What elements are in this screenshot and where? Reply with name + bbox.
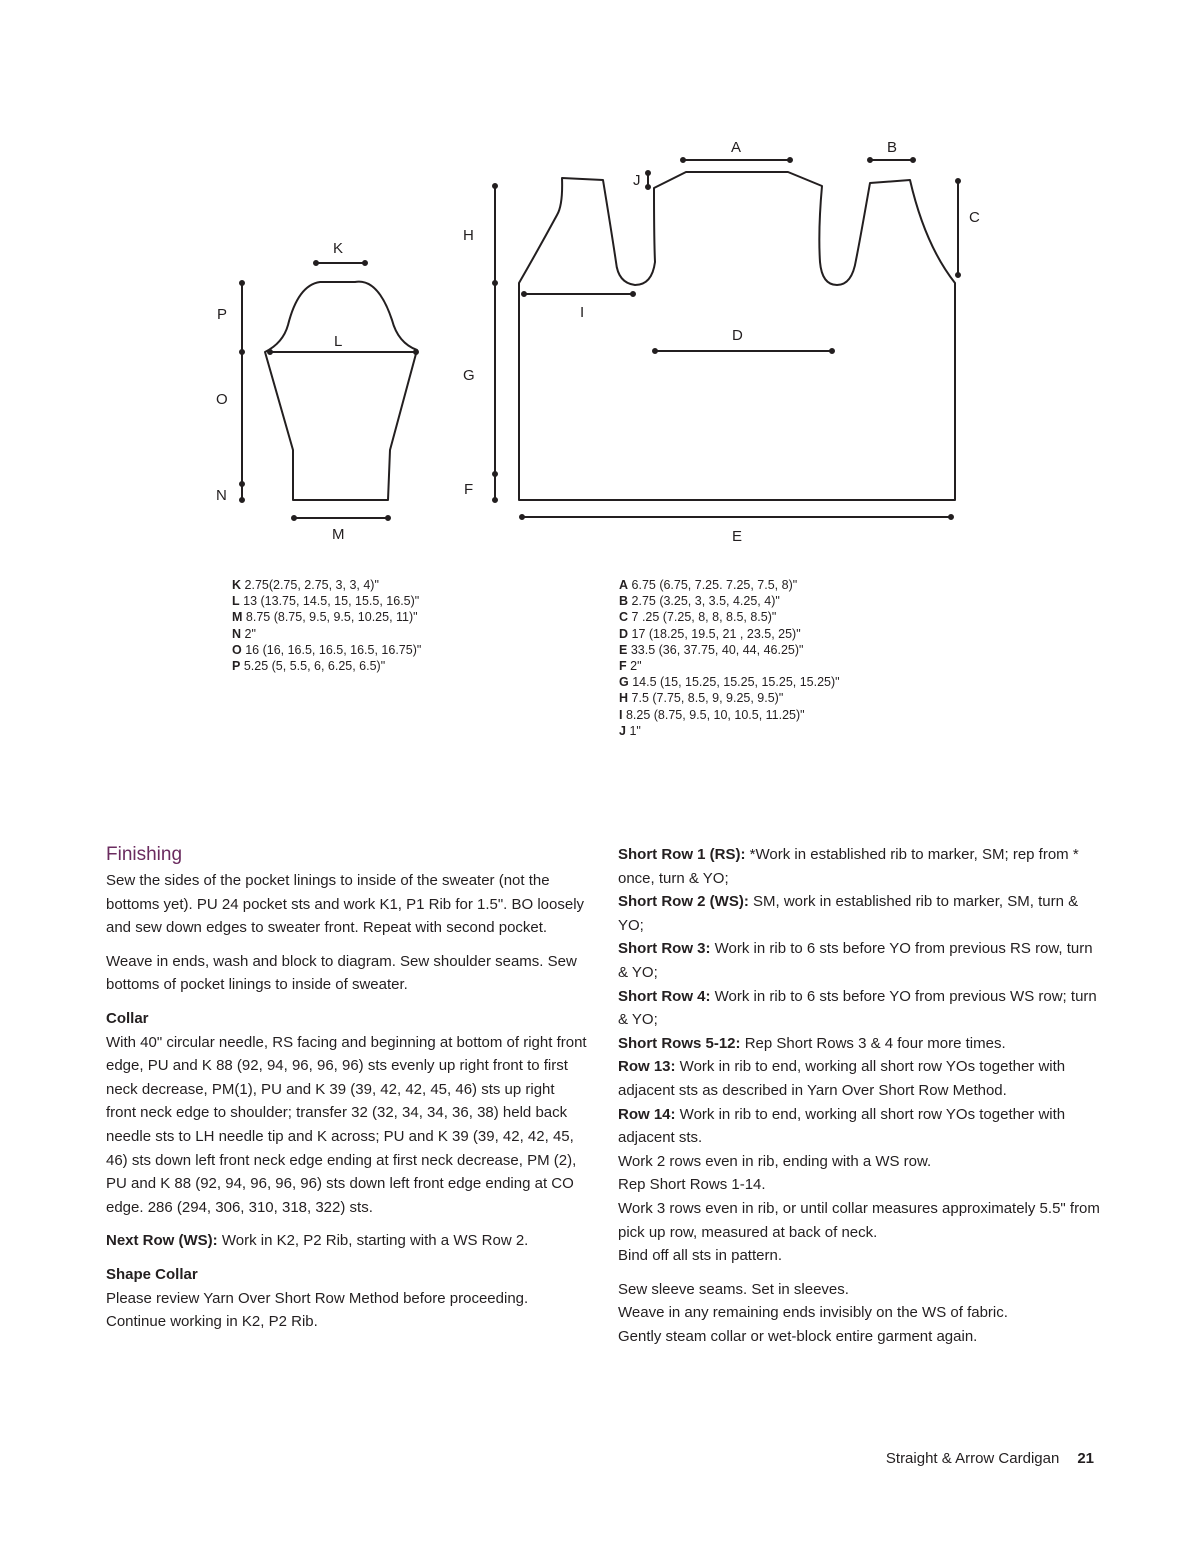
label-i: I bbox=[580, 304, 585, 321]
final-line: Sew sleeve seams. Set in sleeves. bbox=[618, 1280, 849, 1298]
shape-collar-paragraph: Please review Yarn Over Short Row Method before proceeding. Continue working in K2, P2 Rib. bbox=[106, 1289, 529, 1331]
finishing-paragraph: Weave in ends, wash and block to diagram. Sew shoulder seams. Sew bottoms of pocket linings to inside of sweater. bbox=[106, 952, 577, 994]
label-n: N bbox=[216, 487, 227, 504]
measurement-row: G 14.5 (15, 15.25, 15.25, 15.25, 15.25)" bbox=[619, 675, 840, 690]
measurement-row: H 7.5 (7.75, 8.5, 9, 9.25, 9.5)" bbox=[619, 691, 784, 706]
left-column bbox=[106, 843, 588, 1344]
label-d: D bbox=[732, 327, 743, 344]
page-number: 21 bbox=[1077, 1450, 1094, 1467]
next-row-paragraph: Next Row (WS): Work in K2, P2 Rib, starting with a WS Row 2. bbox=[106, 1232, 529, 1250]
measurement-row: L 13 (13.75, 14.5, 15, 15.5, 16.5)" bbox=[232, 594, 420, 609]
sleeve-measurements bbox=[232, 577, 421, 674]
label-p: P bbox=[217, 306, 228, 323]
instruction-row: Short Row 2 (WS): SM, work in established rib to marker, SM, turn & YO; bbox=[618, 893, 1079, 934]
label-l: L bbox=[334, 333, 343, 350]
footer-title: Straight & Arrow Cardigan bbox=[885, 1450, 1060, 1467]
instruction-row: Short Row 1 (RS): *Work in established rib to marker, SM; rep from * once, turn & YO; bbox=[618, 846, 1079, 887]
measurement-row: A 6.75 (6.75, 7.25. 7.25, 7.5, 8)" bbox=[619, 578, 798, 592]
measurement-row: I 8.25 (8.75, 9.5, 10, 10.5, 11.25)" bbox=[619, 707, 805, 722]
collar-heading: Collar bbox=[106, 1009, 149, 1027]
label-h: H bbox=[463, 227, 474, 244]
instruction-row: Row 13: Work in rib to end, working all short row YOs together with adjacent sts as described in Yarn Over Short Row Method. bbox=[618, 1058, 1066, 1099]
label-c: C bbox=[969, 209, 980, 226]
label-k: K bbox=[333, 240, 344, 257]
label-j: J bbox=[633, 172, 641, 189]
measurement-row: O 16 (16, 16.5, 16.5, 16.5, 16.75)" bbox=[232, 642, 422, 657]
measurement-row: E 33.5 (36, 37.75, 40, 44, 46.25)" bbox=[619, 642, 804, 657]
finishing-heading: Finishing bbox=[106, 844, 183, 865]
label-o: O bbox=[216, 391, 228, 408]
label-f: F bbox=[464, 481, 474, 498]
measurement-row: M 8.75 (8.75, 9.5, 9.5, 10.25, 11)" bbox=[232, 610, 418, 625]
finishing-paragraph: Sew the sides of the pocket linings to inside of the sweater (not the bottoms yet). PU 24 pocket sts and work K1, P1 Rib for 1.5". BO loosely and sew down edges to sweater front. Repeat with second pocket. bbox=[106, 872, 585, 937]
measurement-row: J 1" bbox=[619, 723, 641, 738]
instruction-row: Row 14: Work in rib to end, working all short row YOs together with adjacent sts. bbox=[618, 1105, 1066, 1147]
label-a: A bbox=[731, 139, 742, 156]
right-column bbox=[618, 843, 1100, 1348]
measurement-row: N 2" bbox=[232, 626, 256, 641]
collar-paragraph: With 40" circular needle, RS facing and beginning at bottom of right front edge, PU and K 88 (92, 94, 96, 96, 96) sts evenly up right front to first neck decrease, PM(1), PU and K 39 (39, 42, 42, 45, 46) sts up right front neck edge to shoulder; transfer 32 (32, 34, 34, 36, 38) held back needle sts to LH needle tip and K across; PU and K 39 (39, 42, 42, 45, 46) sts down left front neck edge ending at first neck decrease, PM (2), PU and K 88 (92, 94, 96, 96, 96) sts down left front edge ending at CO edge. 286 (294, 306, 310, 318, 322) sts. bbox=[106, 1033, 587, 1216]
instruction-line: Bind off all sts in pattern. bbox=[618, 1247, 782, 1265]
instruction-line: Work 3 rows even in rib, or until collar measures approximately 5.5" from pick up row, measured at back of neck. bbox=[618, 1199, 1100, 1241]
label-b: B bbox=[887, 139, 898, 156]
final-line: Gently steam collar or wet-block entire garment again. bbox=[618, 1327, 978, 1345]
body-measurements bbox=[619, 577, 840, 739]
garment-schematic bbox=[0, 0, 1200, 560]
shape-collar-heading: Shape Collar bbox=[106, 1265, 198, 1283]
instruction-line: Work 2 rows even in rib, ending with a WS row. bbox=[618, 1152, 932, 1170]
label-e: E bbox=[732, 528, 743, 545]
final-line: Weave in any remaining ends invisibly on the WS of fabric. bbox=[618, 1304, 1008, 1322]
measurement-row: C 7 .25 (7.25, 8, 8, 8.5, 8.5)" bbox=[619, 610, 777, 625]
measurement-row: B 2.75 (3.25, 3, 3.5, 4.25, 4)" bbox=[619, 594, 780, 609]
label-g: G bbox=[463, 367, 475, 384]
label-m: M bbox=[332, 526, 345, 543]
sleeve-outline bbox=[265, 282, 417, 500]
measurement-row: D 17 (18.25, 19.5, 21 , 23.5, 25)" bbox=[619, 626, 801, 641]
page-footer bbox=[886, 1450, 1094, 1467]
instruction-row: Short Row 4: Work in rib to 6 sts before YO from previous WS row; turn & YO; bbox=[618, 987, 1097, 1029]
measurement-row: K 2.75(2.75, 2.75, 3, 3, 4)" bbox=[232, 578, 379, 592]
instruction-row: Short Row 3: Work in rib to 6 sts before YO from previous RS row, turn & YO; bbox=[618, 940, 1093, 981]
instruction-line: Rep Short Rows 1-14. bbox=[618, 1176, 766, 1194]
instruction-row: Short Rows 5-12: Rep Short Rows 3 & 4 four more times. bbox=[618, 1034, 1006, 1052]
measurement-row: F 2" bbox=[619, 659, 642, 674]
measurement-row: P 5.25 (5, 5.5, 6, 6.25, 6.5)" bbox=[232, 659, 386, 674]
